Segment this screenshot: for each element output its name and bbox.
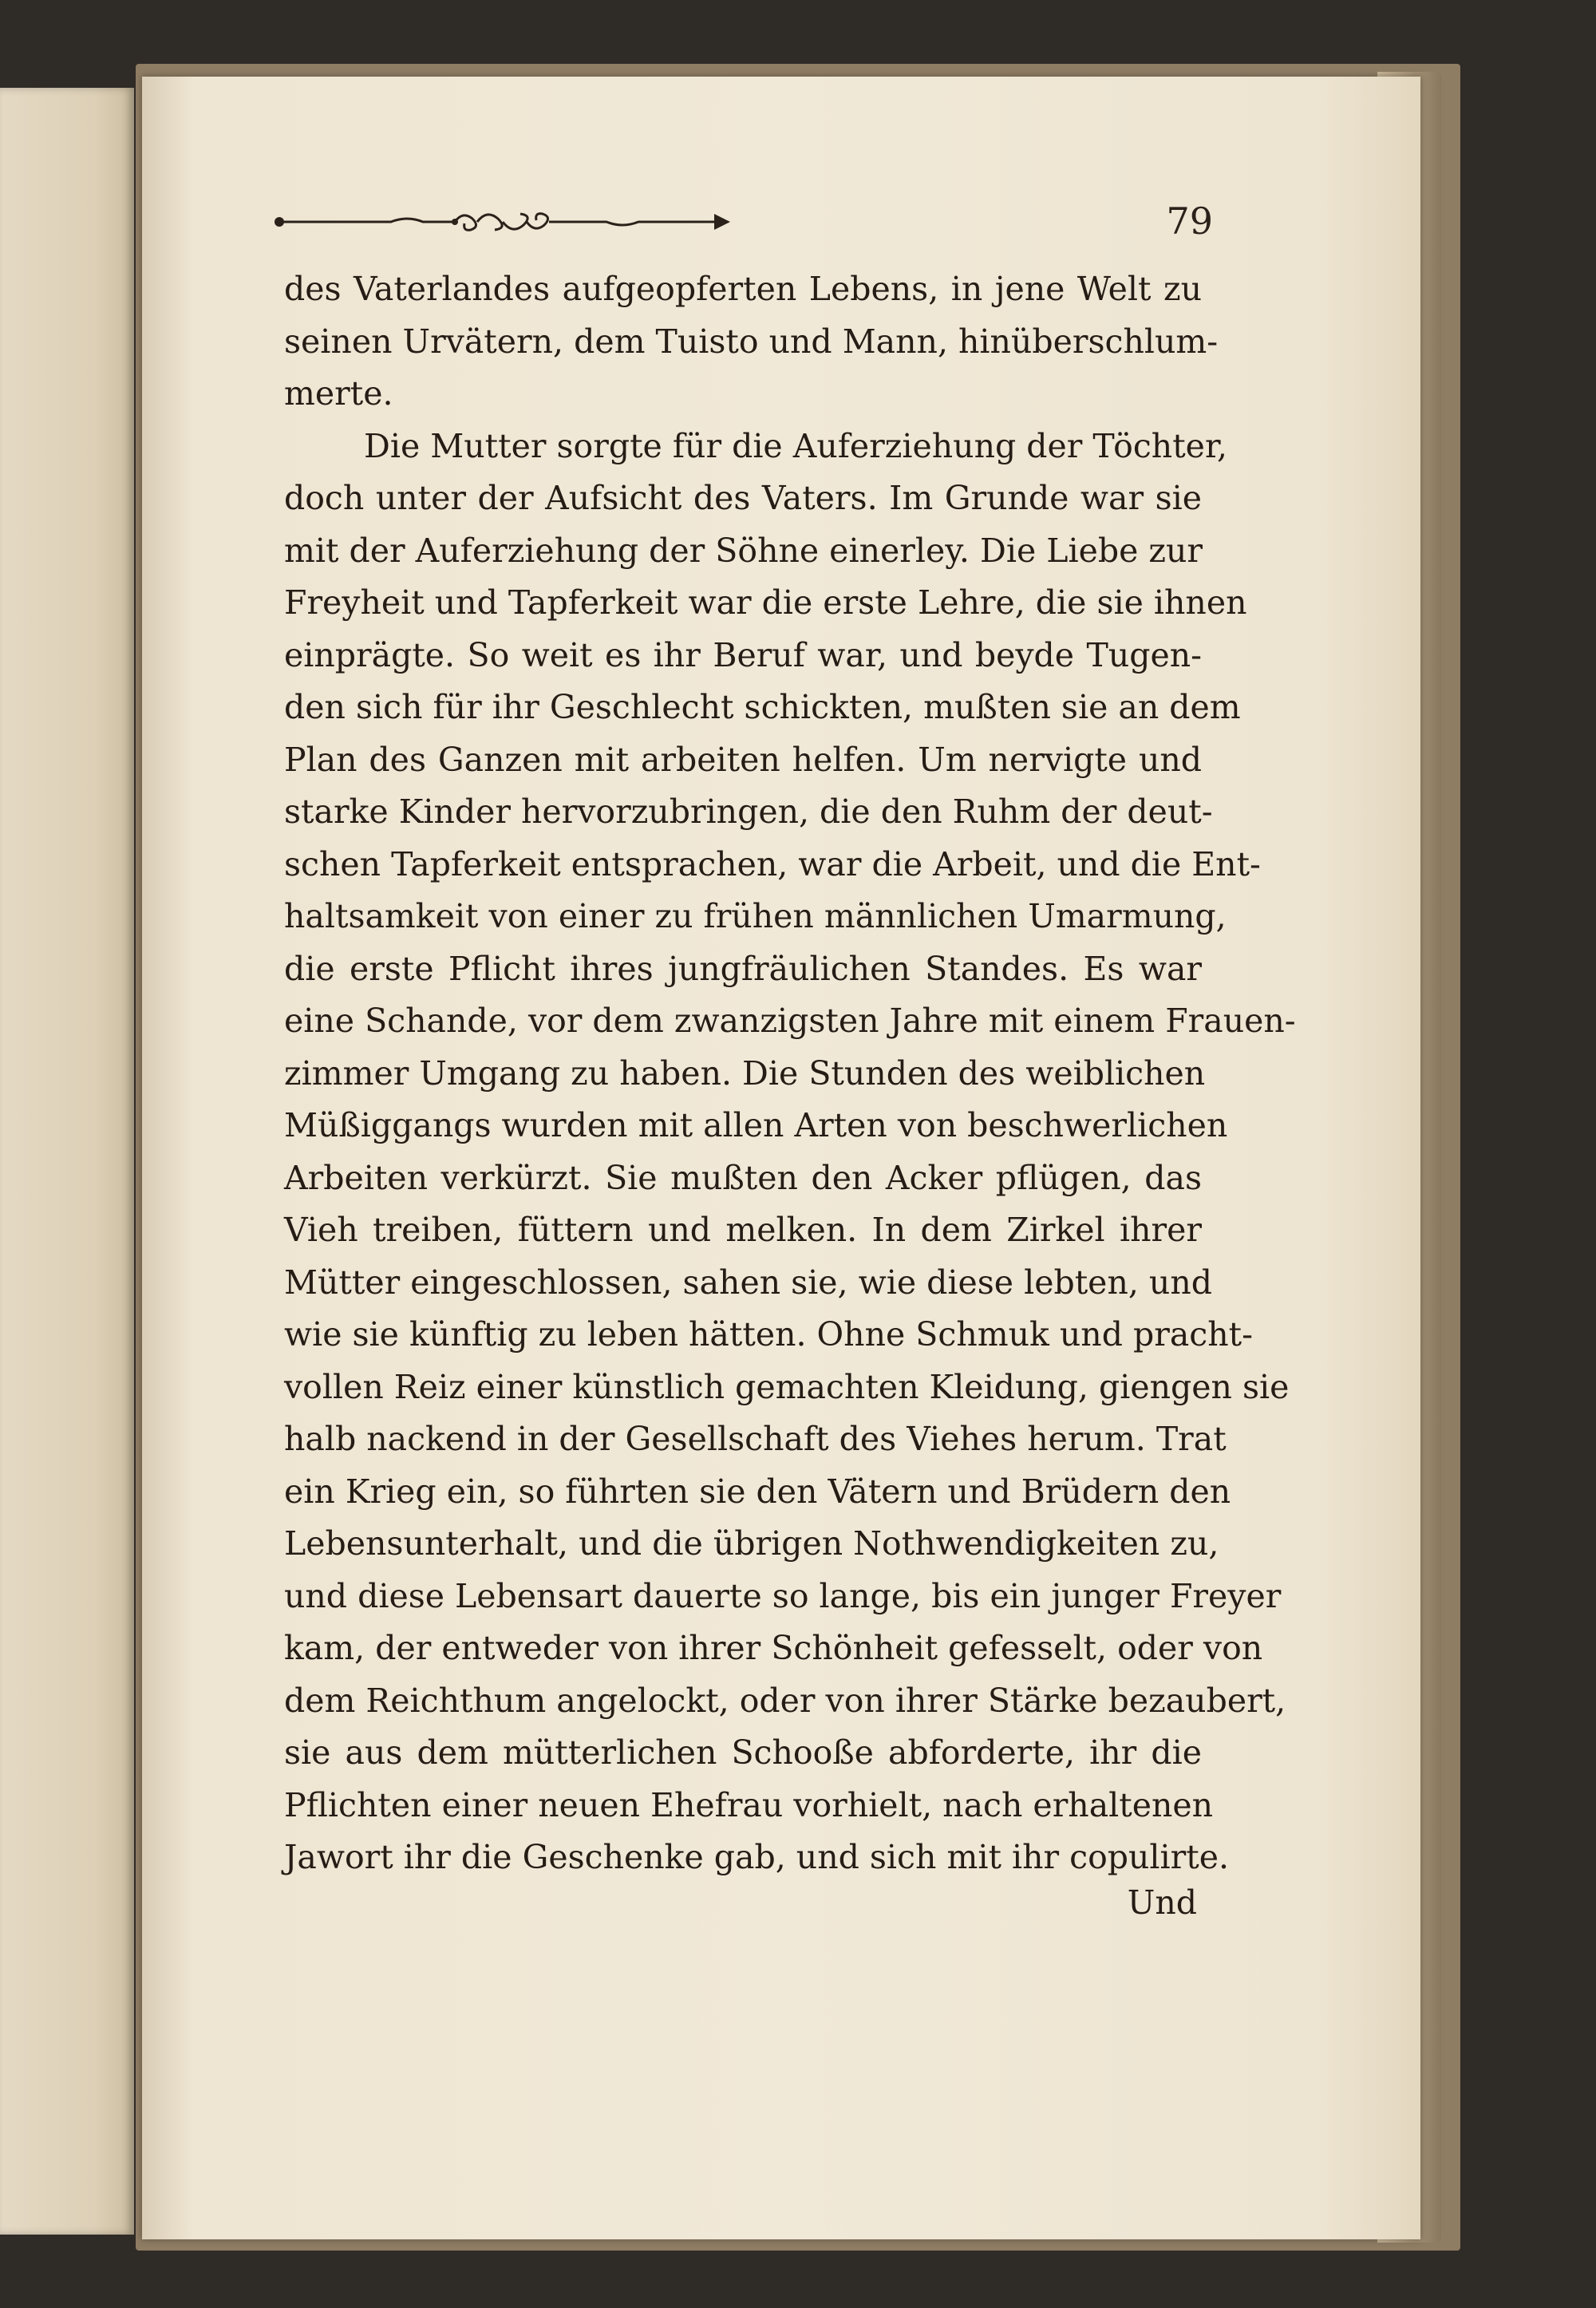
printer-ornament-icon xyxy=(271,204,910,239)
page-number: 79 xyxy=(1166,200,1213,243)
text-line: starke Kinder hervorzubringen, die den Ruhm der deut- xyxy=(284,792,1213,831)
text-line: Arbeiten verkürzt. Sie mußten den Acker pflügen, das xyxy=(284,1158,1202,1197)
text-line: Mütter eingeschlossen, sahen sie, wie diese lebten, und xyxy=(284,1263,1212,1302)
text-line: zimmer Umgang zu haben. Die Stunden des weiblichen xyxy=(284,1053,1206,1093)
text-line: haltsamkeit von einer zu frühen männlichen Umarmung, xyxy=(284,897,1227,935)
text-line: seinen Urvätern, dem Tuisto und Mann, hinüberschlum- xyxy=(284,322,1219,361)
text-line: Die Mutter sorgte für die Auferziehung der Töchter, xyxy=(364,426,1228,465)
text-line: Pflichten einer neuen Ehefrau vorhielt, nach erhaltenen xyxy=(284,1785,1214,1824)
text-line: dem Reichthum angelockt, oder von ihrer Stärke bezaubert, xyxy=(284,1681,1286,1720)
left-page-edge xyxy=(0,88,134,2235)
text-line: halb nackend in der Gesellschaft des Viehes herum. Trat xyxy=(284,1420,1227,1458)
text-line: Plan des Ganzen mit arbeiten helfen. Um nervigte und xyxy=(284,740,1202,779)
body-text xyxy=(284,263,1296,1884)
text-line: vollen Reiz einer künstlich gemachten Kleidung, giengen sie xyxy=(284,1367,1290,1406)
text-line: den sich für ihr Geschlecht schickten, mußten sie an dem xyxy=(284,688,1241,726)
text-line: Lebensunterhalt, und die übrigen Nothwendigkeiten zu, xyxy=(284,1524,1219,1563)
catchword: Und xyxy=(1127,1883,1197,1922)
text-line: und diese Lebensart dauerte so lange, bis ein junger Freyer xyxy=(284,1576,1282,1615)
text-line: Freyheit und Tapferkeit war die erste Lehre, die sie ihnen xyxy=(284,583,1247,622)
text-line: wie sie künftig zu leben hätten. Ohne Schmuk und pracht- xyxy=(284,1315,1253,1354)
text-line: einprägte. So weit es ihr Beruf war, und beyde Tugen- xyxy=(284,635,1202,674)
text-line: Müßiggangs wurden mit allen Arten von beschwerlichen xyxy=(284,1106,1228,1144)
text-line: die erste Pflicht ihres jungfräulichen Standes. Es war xyxy=(284,949,1202,988)
text-line: kam, der entweder von ihrer Schönheit gefesselt, oder von xyxy=(284,1629,1263,1667)
text-line: des Vaterlandes aufgeopferten Lebens, in jene Welt zu xyxy=(284,270,1202,308)
text-line: merte. xyxy=(284,374,393,413)
text-line: Jawort ihr die Geschenke gab, und sich mit ihr copulirte. xyxy=(284,1838,1229,1876)
text-line: doch unter der Aufsicht des Vaters. Im Grunde war sie xyxy=(284,479,1202,517)
text-line: schen Tapferkeit entsprachen, war die Arbeit, und die Ent- xyxy=(284,844,1261,883)
text-line: ein Krieg ein, so führten sie den Vätern und Brüdern den xyxy=(284,1472,1231,1511)
text-line: mit der Auferziehung der Söhne einerley. Die Liebe zur xyxy=(284,531,1203,570)
text-line: sie aus dem mütterlichen Schooße abforderte, ihr die xyxy=(284,1733,1202,1772)
text-line: eine Schande, vor dem zwanzigsten Jahre mit einem Frauen- xyxy=(284,1002,1296,1040)
text-line: Vieh treiben, füttern und melken. In dem Zirkel ihrer xyxy=(284,1211,1202,1249)
